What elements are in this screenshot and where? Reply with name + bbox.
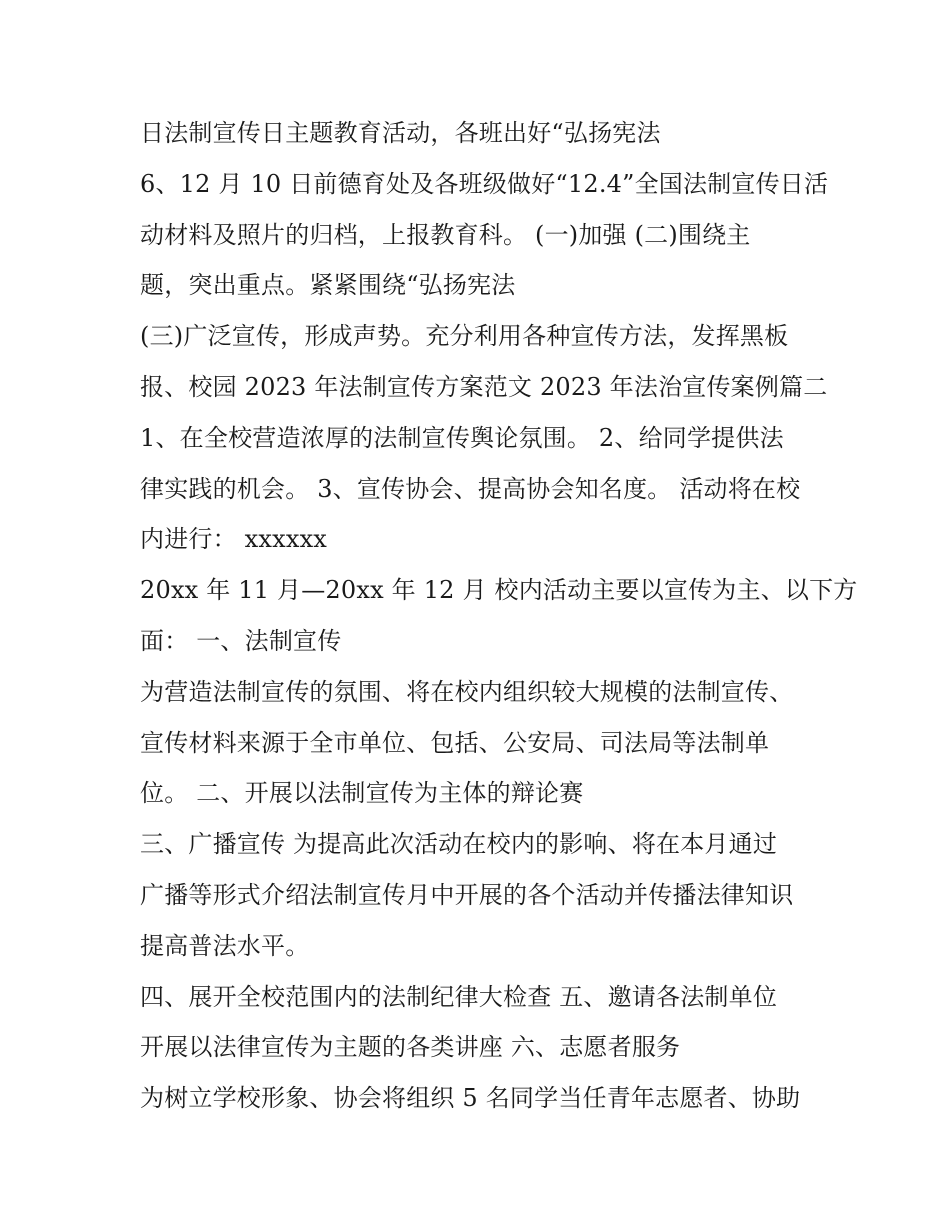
text-line: 为营造法制宣传的氛围、将在校内组织较大规模的法制宣传、: [140, 677, 794, 706]
text-line: 提高普法水平。: [140, 931, 310, 960]
text-line: 6、12 月 10 日前德育处及各班级做好“12.4”全国法制宣传日活: [140, 169, 829, 198]
text-line: 20xx 年 11 月—20xx 年 12 月 校内活动主要以宣传为主、以下方: [140, 576, 858, 605]
text-line: 广播等形式介绍法制宣传月中开展的各个活动并传播法律知识: [140, 880, 794, 909]
text-line: 为树立学校形象、协会将组织 5 名同学当任青年志愿者、协助: [140, 1084, 801, 1113]
text-line: 位。 二、开展以法制宣传为主体的辩论赛: [140, 779, 584, 808]
text-line: 报、校园 2023 年法制宣传方案范文 2023 年法治宣传案例篇二: [140, 372, 828, 401]
text-line: 开展以法律宣传为主题的各类讲座 六、志愿者服务: [140, 1033, 681, 1062]
text-line: 四、展开全校范围内的法制纪律大检查 五、邀请各法制单位: [140, 982, 778, 1011]
document-body: [140, 108, 858, 1124]
text-line: 题，突出重点。紧紧围绕“弘扬宪法: [140, 271, 516, 300]
text-line: 日法制宣传日主题教育活动，各班出好“弘扬宪法: [140, 119, 661, 147]
text-line: 动材料及照片的归档，上报教育科。 (一)加强 (二)围绕主: [140, 220, 751, 249]
text-line: 内进行： xxxxxx: [140, 525, 328, 554]
text-line: 三、广播宣传 为提高此次活动在校内的影响、将在本月通过: [140, 830, 778, 859]
text-line: 1、在全校营造浓厚的法制宣传舆论氛围。 2、给同学提供法: [140, 423, 784, 452]
text-line: 宣传材料来源于全市单位、包括、公安局、司法局等法制单: [140, 728, 770, 757]
text-line: (三)广泛宣传，形成声势。充分利用各种宣传方法，发挥黑板: [140, 322, 789, 351]
text-line: 面： 一、法制宣传: [140, 626, 342, 655]
text-line: 律实践的机会。 3、宣传协会、提高协会知名度。 活动将在校: [140, 474, 801, 503]
